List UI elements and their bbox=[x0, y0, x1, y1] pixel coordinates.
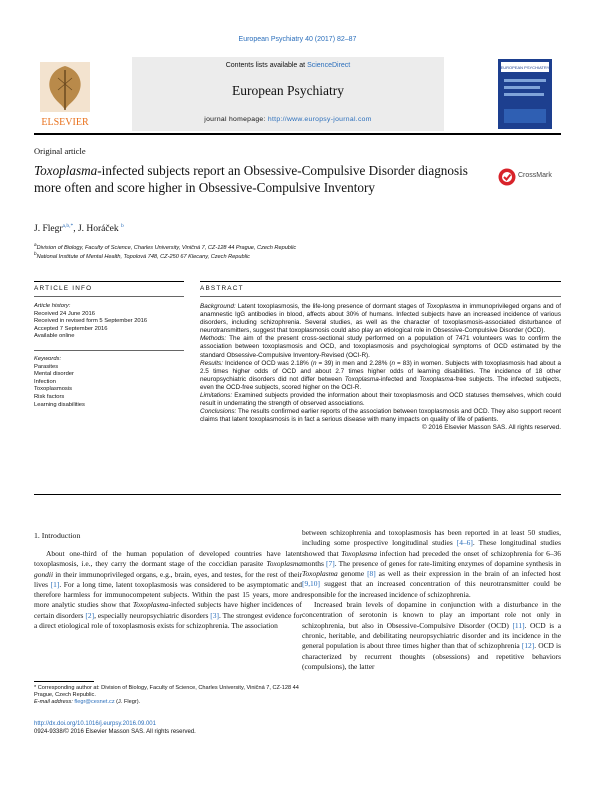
citation-link[interactable]: [2] bbox=[85, 610, 95, 620]
citation-link[interactable]: [8] bbox=[367, 569, 376, 579]
abstract-body bbox=[200, 303, 561, 433]
intro-right-column bbox=[302, 528, 561, 672]
keywords-rule bbox=[34, 350, 184, 351]
author-list: J. Flegr$^{a,b,*}$, J. Horáček $^b$ bbox=[34, 223, 124, 235]
affiliation-marker: b bbox=[34, 251, 37, 256]
email-link[interactable]: flegr@cesnet.cz bbox=[74, 699, 115, 706]
journal-homepage bbox=[132, 116, 444, 123]
doi-link[interactable]: http://dx.doi.org/10.1016/j.eurpsy.2016.09.001 bbox=[34, 721, 156, 727]
keyword: Learning disabilities bbox=[34, 401, 85, 408]
journal-title: European Psychiatry bbox=[231, 83, 345, 98]
keywords-label: Keywords: bbox=[34, 356, 62, 362]
copyright-notice: © 2016 Elsevier Masson SAS. All rights reserved. bbox=[421, 424, 561, 432]
keyword: Toxoplasmosis bbox=[34, 386, 73, 393]
crossmark-badge[interactable] bbox=[498, 166, 558, 188]
affiliation-text: National Institute of Mental Health, Topolová 748, CZ-250 67 Klecany, Czech Republic bbox=[36, 253, 250, 260]
article-info-rule bbox=[34, 296, 184, 297]
elsevier-logo bbox=[36, 60, 94, 128]
keyword: Infection bbox=[34, 378, 56, 385]
author-name: J. Flegr bbox=[34, 224, 63, 235]
contents-line bbox=[132, 62, 444, 69]
corresponding-author-footnote: * Corresponding author at: Division of Biology, Faculty of Science, Charles University, Viničná 7, CZ-128 44 Prague, Czech Republic. E-mail address: flegr@cesnet.cz (J. Flegr). bbox=[34, 685, 299, 706]
author-name: J. Horáček bbox=[77, 224, 119, 235]
abstract-methods: Methods: The aim of the present cross-sectional study performed on a population of 7471 volunteers was to confirm the association between toxoplasmosis and OCD, and toxoplasmosis and psychological symptoms of OCD estimated by the standard Obsessive-Compulsive Inventory-Revised (OCI-R). bbox=[200, 335, 561, 359]
paragraph: Increased brain levels of dopamine in conjunction with a disturbance in the concentration of serotonin is known to play an important role not only in schizophrenia, but also in Obsessive-Compulsive Disorder (OCD) [11]. OCD is a chronic, heritable, and debilitating neuropsychiatric disorder and its incidence in the general population is about three times higher than that of schizophrenia [12]. OCD is characterized by recurrent thoughts (obsessions) and repetitive behaviors (compulsions), the latter bbox=[302, 600, 562, 671]
citation-link[interactable]: [11] bbox=[512, 620, 525, 630]
history-label: Article history: bbox=[34, 303, 71, 309]
abstract-rule-bottom bbox=[34, 494, 561, 495]
title-rest: -infected subjects report an Obsessive-Compulsive Disorder diagnosis more often and score higher in Obsessive-Compulsive Inventory bbox=[34, 163, 468, 195]
keyword: Parasites bbox=[34, 363, 59, 370]
keyword: Risk factors bbox=[34, 393, 65, 400]
title-italic-word: Toxoplasma bbox=[34, 163, 98, 178]
journal-cover-thumbnail bbox=[498, 59, 552, 129]
article-info-rule-top bbox=[34, 281, 184, 282]
affiliation-text: Division of Biology, Faculty of Science, Charles University, Viničná 7, CZ-128 44 Prague, Czech Republic bbox=[36, 244, 297, 251]
affiliation bbox=[34, 251, 250, 260]
header-rule bbox=[34, 133, 561, 135]
footnote-rule bbox=[34, 681, 94, 682]
homepage-label: journal homepage: bbox=[204, 116, 268, 123]
history-item: Received in revised form 5 September 2016 bbox=[34, 318, 148, 325]
sciencedirect-link[interactable]: ScienceDirect bbox=[307, 62, 351, 69]
homepage-link[interactable]: http://www.europsy-journal.com bbox=[267, 116, 372, 123]
footnote-text: * Corresponding author at: Division of Biology, Faculty of Science, Charles University, Viničná 7, CZ-128 44 Prague, Czech Republic. bbox=[34, 685, 299, 699]
history-item: Received 24 June 2016 bbox=[34, 310, 95, 317]
cover-title: EUROPEAN PSYCHIATRY bbox=[500, 65, 550, 70]
abstract-limitations: Limitations: Examined subjects provided the information about their toxoplasmosis and OCD statuses themselves, which could result in underrating the strength of observed associations. bbox=[200, 392, 561, 408]
citation-link[interactable]: [12] bbox=[521, 641, 535, 651]
citation-link[interactable]: [9,10] bbox=[302, 579, 320, 589]
article-history bbox=[34, 303, 174, 341]
affiliation bbox=[34, 242, 296, 251]
abstract-background: Background: Latent toxoplasmosis, the life-long presence of dormant stages of Toxoplasma in immunoprivileged organs and of anamnestic IgG antibodies in blood, affects about 30% of humans. Infected subjects have an increased incidence of various disorders, including schizophrenia. Several studies, as well as the character of toxoplasmosis-associated disturbance of neurotransmitters, suggest that toxoplasmosis could also play an etiological role in Obsessive-Compulsive Disorder (OCD). bbox=[200, 303, 561, 335]
abstract-conclusions: Conclusions: The results confirmed earlier reports of the association between toxoplasmosis and OCD. They also support recent claims that latent toxoplasmosis is in fact a serious disease with many impacts on quality of life of patients. bbox=[200, 408, 561, 424]
crossmark-label: CrossMark bbox=[518, 172, 552, 179]
journal-reference[interactable]: European Psychiatry 40 (2017) 82–87 bbox=[238, 36, 357, 43]
article-info-heading: ARTICLE INFO bbox=[34, 285, 93, 292]
publisher-name: ELSEVIER bbox=[41, 117, 89, 128]
history-item: Accepted 7 September 2016 bbox=[34, 325, 108, 332]
keywords bbox=[34, 356, 174, 409]
email-label: E-mail address: bbox=[34, 699, 75, 706]
paragraph: About one-third of the human population of developed countries have latent toxoplasmosis, i.e., they carry the dormant stage of the coccidian parasite Toxoplasma gondii in their immunoprivileged organs, e.g., brain, eyes, and testes, for the rest of their lives [1]. For a long time, latent toxoplasmosis was considered to be asymptomatic and therefore harmless for immunocompetent subjects. Within the past 15 years, more and more analytic studies show that Toxoplasma-infected subjects have higher incidences of certain disorders [2], especially neuropsychiatric disorders [3]. The strongest evidence for a direct etiological role of toxoplasmosis exists for schizophrenia. The association bbox=[34, 549, 303, 631]
author-superscript[interactable]: a,b,* bbox=[62, 223, 74, 229]
citation-link[interactable]: [4–6] bbox=[456, 538, 473, 548]
label: Background: bbox=[200, 303, 236, 310]
page-footer bbox=[34, 721, 196, 737]
citation-link[interactable]: [7] bbox=[326, 558, 335, 568]
history-item: Available online bbox=[34, 333, 75, 340]
citation-link[interactable]: [3] bbox=[210, 610, 219, 620]
section-heading: 1. Introduction bbox=[34, 531, 81, 540]
article-title bbox=[34, 163, 474, 196]
issn-line: 0924-9338/© 2016 Elsevier Masson SAS. All rights reserved. bbox=[34, 728, 196, 735]
crossmark-icon bbox=[498, 168, 516, 186]
contents-prefix: Contents lists available at bbox=[225, 62, 308, 69]
intro-left-column bbox=[34, 549, 302, 631]
keyword: Mental disorder bbox=[34, 371, 74, 378]
citation-link[interactable]: [1] bbox=[50, 579, 60, 589]
affiliation-marker: a bbox=[34, 242, 37, 247]
abstract-rule bbox=[200, 296, 561, 297]
article-type: Original article bbox=[34, 146, 86, 156]
abstract-heading: ABSTRACT bbox=[200, 285, 244, 292]
paragraph: between schizophrenia and toxoplasmosis has been reported in at least 50 studies, including some prospective longitudinal studies [4–6]. These longitudinal studies showed that Toxoplasma infection had preceded the onset of schizophrenia for 6–36 months [7]. The presence of genes for rate-limiting enzymes of dopamine synthesis in Toxoplasma genome [8] as well as their expression in the brain of an infected host [9,10] suggest that an increased concentration of this neurotransmitter could be responsible for the increased incidence of schizophrenia. bbox=[302, 528, 562, 599]
abstract-rule-top bbox=[200, 281, 561, 282]
abstract-results: Results: Incidence of OCD was 2.18% (n = 39) in men and 2.28% (n = 83) in women. Subjects with toxoplasmosis had about a 2.5 times higher odds of OCD and about 2.7 times higher odds of learning disabilities. The incidence of 18 other neuropsychiatric disorders did not differ between Toxoplasma-infected and Toxoplasma-free subjects. The infected subjects, even the OCD-free subjects, scored higher on the OCI-R. bbox=[200, 359, 561, 391]
author-superscript[interactable]: b bbox=[120, 223, 124, 229]
